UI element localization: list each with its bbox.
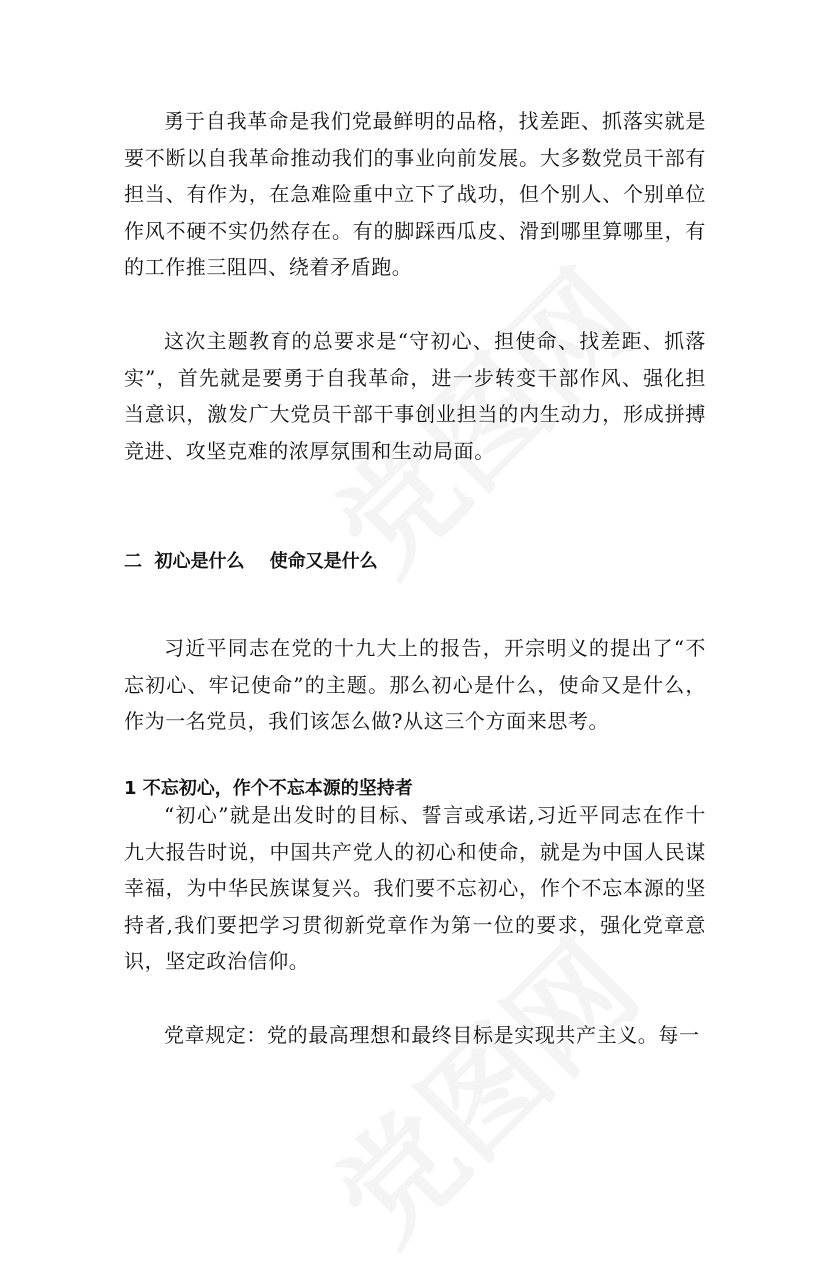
body-paragraph: “初心”就是出发时的目标、誓言或承诺,习近平同志在作十九大报告时说，中国共产党人的初心和使命，就是为中国人民谋幸福，为中华民族谋复兴。我们要不忘初心，作个不忘本源的坚持者,我们要把学习贯彻新党章作为第一位的要求，强化党章意识，坚定政治信仰。 — [124, 803, 706, 973]
section-heading: 二 初心是什么 使命又是什么 — [124, 551, 378, 572]
body-paragraph: 习近平同志在党的十九大上的报告，开宗明义的提出了“不忘初心、牢记使命”的主题。那么初心是什么，使命又是什么，作为一名党员，我们该怎么做?从这三个方面来思考。 — [124, 636, 706, 733]
body-paragraph: 党章规定：党的最高理想和最终目标是实现共产主义。每一 — [164, 1023, 700, 1047]
subsection-heading: 1 不忘初心，作个不忘本源的坚持者 — [124, 778, 413, 799]
body-paragraph: 这次主题教育的总要求是“守初心、担使命、找差距、抓落实”，首先就是要勇于自我革命，进一步转变干部作风、强化担当意识，激发广大党员干部干事创业担当的内生动力，形成拼搏竞进、攻坚克难的浓厚氛围和生动局面。 — [124, 329, 706, 463]
body-paragraph: 勇于自我革命是我们党最鲜明的品格，找差距、抓落实就是要不断以自我革命推动我们的事业向前发展。大多数党员干部有担当、有作为，在急难险重中立下了战功，但个别人、个别单位作风不硬不实仍然存在。有的脚踩西瓜皮、滑到哪里算哪里，有的工作推三阻四、绕着矛盾跑。 — [124, 109, 706, 279]
